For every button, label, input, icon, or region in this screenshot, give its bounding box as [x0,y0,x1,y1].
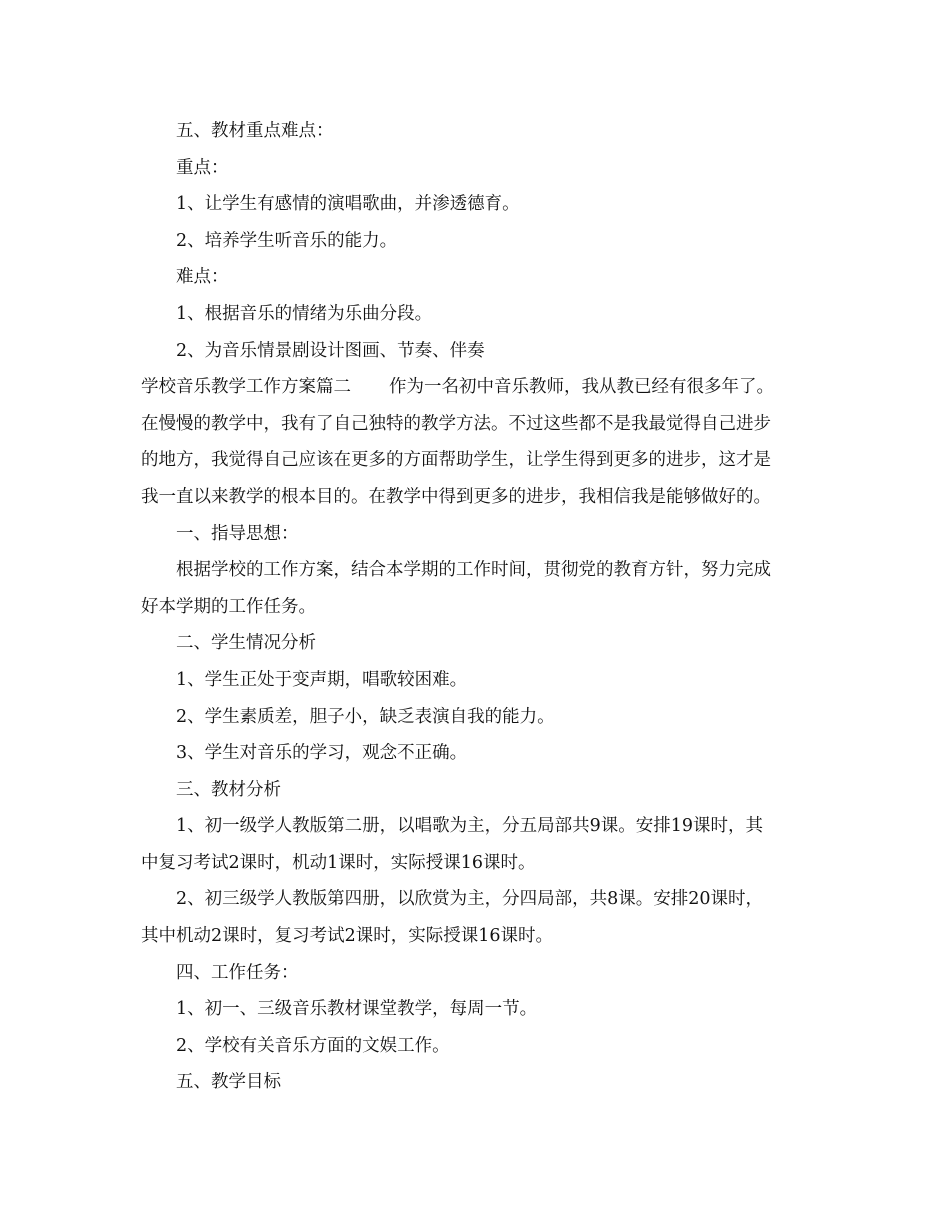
list-item-continued: 其中机动2课时，复习考试2课时，实际授课16课时。 [141,926,554,947]
paragraph-line: 的地方，我觉得自己应该在更多的方面帮助学生，让学生得到更多的进步，这才是 [141,450,771,471]
list-item-continued: 中复习考试2课时，机动1课时，实际授课16课时。 [141,852,536,873]
paragraph-line: 在慢慢的教学中，我有了自己独特的教学方法。不过这些都不是我最觉得自己进步 [141,413,771,434]
article-title: 学校音乐教学工作方案篇二 [141,377,351,398]
subheading: 难点： [176,267,229,288]
paragraph-line: 我一直以来教学的根本目的。在教学中得到更多的进步，我相信我是能够做好的。 [141,486,771,507]
list-item: 3、学生对音乐的学习，观念不正确。 [176,743,468,764]
list-item: 1、根据音乐的情绪为乐曲分段。 [176,303,433,324]
article-title-line [141,369,811,406]
paragraph-line: 根据学校的工作方案，结合本学期的工作时间，贯彻党的教育方针，努力完成 [176,560,771,581]
list-item: 1、初一、三级音乐教材课堂教学，每周一节。 [176,999,538,1020]
list-item: 1、学生正处于变声期，唱歌较困难。 [176,669,468,690]
list-item: 1、让学生有感情的演唱歌曲，并渗透德育。 [176,194,520,215]
subheading: 重点： [176,157,229,178]
list-item: 2、培养学生听音乐的能力。 [176,230,398,251]
list-item: 1、初一级学人教版第二册，以唱歌为主，分五局部共9课。安排19课时，其 [176,816,764,837]
section-heading: 二、学生情况分析 [176,633,316,654]
paragraph-line: 好本学期的工作任务。 [141,596,316,617]
document-body [141,113,811,1101]
section-heading: 一、指导思想： [176,523,299,544]
list-item: 2、为音乐情景剧设计图画、节奏、伴奏 [176,340,485,361]
list-item: 2、初三级学人教版第四册，以欣赏为主，分四局部，共8课。安排20课时， [176,889,764,910]
section-heading: 五、教学目标 [176,1072,281,1093]
paragraph-text: 作为一名初中音乐教师，我从教已经有很多年了。 [389,377,774,398]
section-heading: 四、工作任务： [176,962,299,983]
section-heading: 三、教材分析 [176,779,281,800]
list-item: 2、学生素质差，胆子小，缺乏表演自我的能力。 [176,706,555,727]
list-item: 2、学校有关音乐方面的文娱工作。 [176,1035,450,1056]
section-heading: 五、教材重点难点： [176,121,334,141]
